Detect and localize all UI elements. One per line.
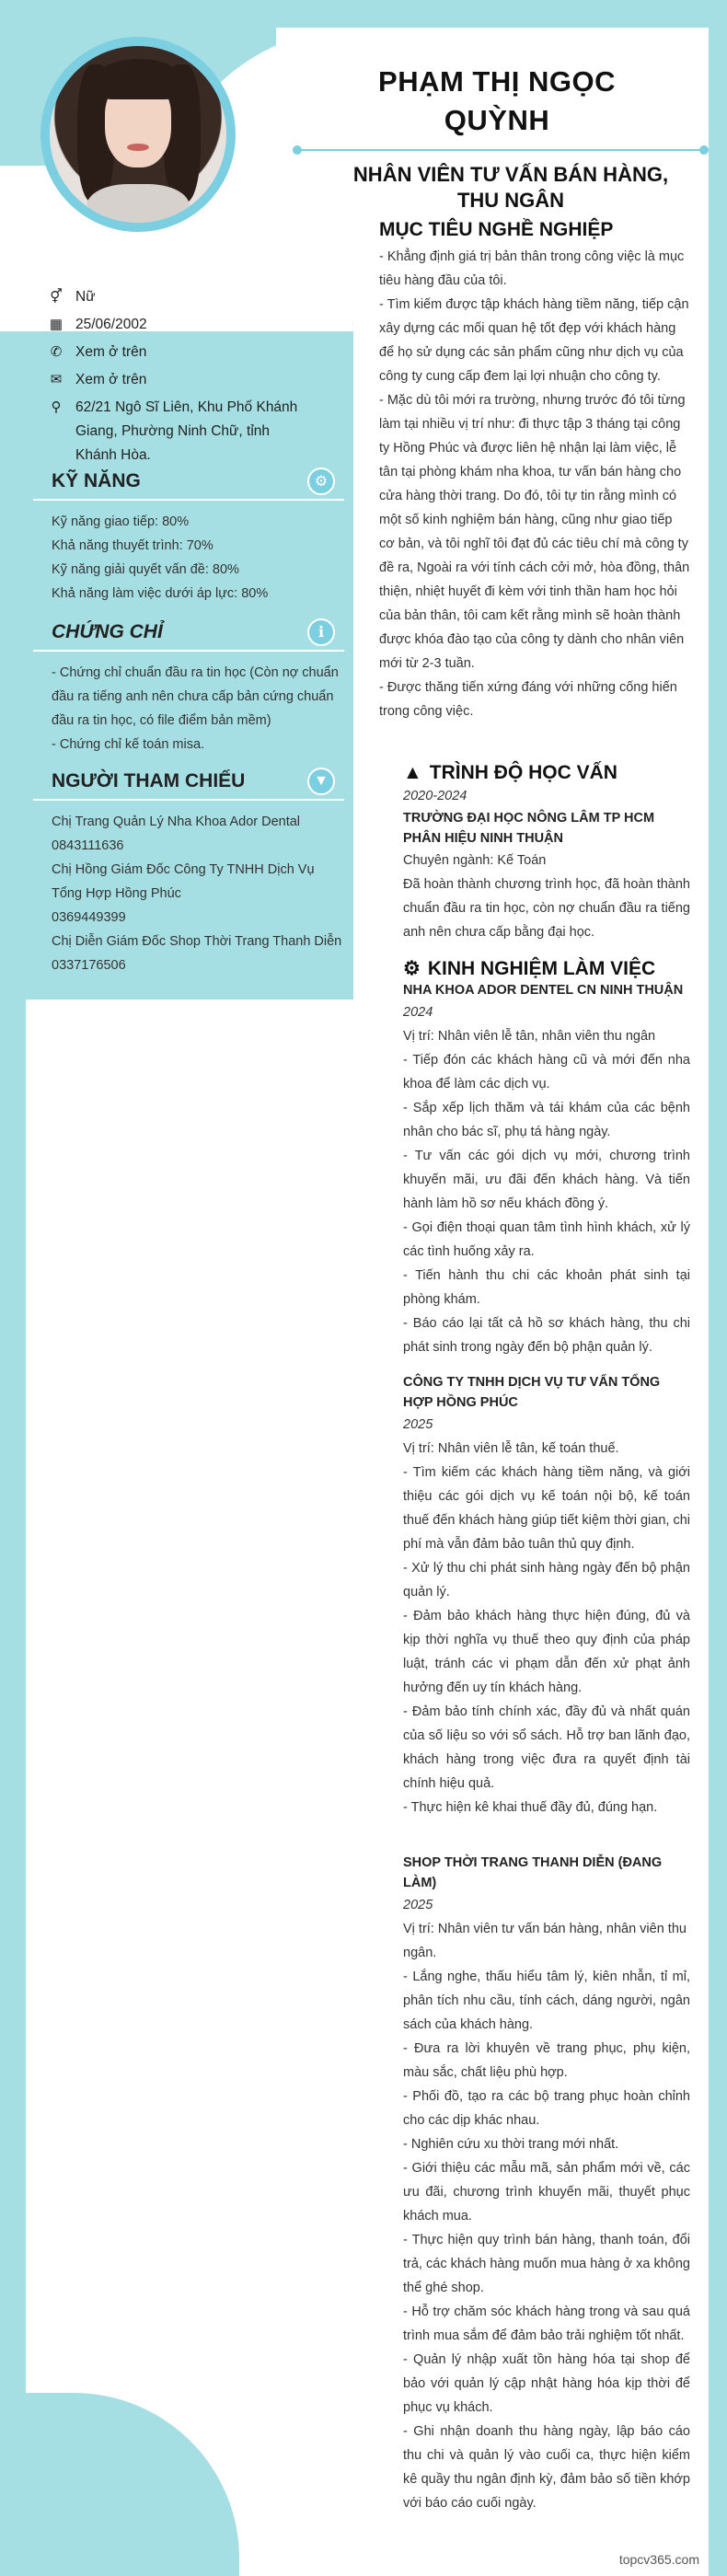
objective-title: MỤC TIÊU NGHỀ NGHIỆP bbox=[379, 219, 614, 240]
job-duty: - Lắng nghe, thấu hiểu tâm lý, kiên nhẫn, tỉ mỉ, phân tích nhu cầu, tính cách, dáng người, ngân sách của khách hàng. bbox=[403, 1970, 690, 2032]
job-entry bbox=[403, 1853, 690, 2515]
right-edge-band bbox=[709, 0, 727, 2576]
contact-info bbox=[48, 285, 344, 471]
filter-icon: ▼ bbox=[307, 768, 335, 795]
email-icon: ✉ bbox=[50, 372, 63, 387]
education-school: TRƯỜNG ĐẠI HỌC NÔNG LÂM TP HCM PHÂN HIỆU NINH THUẬN bbox=[403, 811, 655, 846]
job-duty: - Hỗ trợ chăm sóc khách hàng trong và sau quá trình mua sắm để đảm bảo trải nghiệm tốt nhất. bbox=[403, 2305, 690, 2343]
objective-list bbox=[379, 245, 690, 723]
objective-item: - Mặc dù tôi mới ra trường, nhưng trước đó tôi từng làm tại nhiều vị trí như: đi thực tập 3 tháng tại công ty Hồng Phúc và được liên hệ nhận lại làm việc, lễ tân tại phòng khám nha khoa, tư vấn bán hàng cho cửa hàng thời trang. Do đó, tôi tự tin rằng mình có một số kinh nghiệm bán hàng, cũng như giao tiếp cơ bản, và tôi nghĩ tôi đạt đủ các tiêu chí mà công ty đề ra, Ngoài ra với tính cách cởi mở, hòa đồng, thân thiện, nhiệt huyết đi kèm với tinh thần ham học hỏi của bản thân, tôi cam kết rằng mình sẽ hoàn thành được khóa đào tạo của công ty dành cho nhân viên mới từ 2-3 tuần. bbox=[379, 393, 690, 671]
skills-title: KỸ NĂNG bbox=[52, 470, 141, 491]
briefcase-icon: ⚙ bbox=[403, 958, 421, 979]
job-duty: - Ghi nhận doanh thu hàng ngày, lập báo cáo thu chi và quản lý vào cuối ca, thực hiện kiểm kê quầy thu ngân định kỳ, đảm bảo số tiền khớp với báo cáo cuối ngày. bbox=[403, 2424, 690, 2511]
gender-icon: ⚥ bbox=[50, 289, 63, 305]
left-white-panel bbox=[26, 999, 353, 2576]
contact-address bbox=[48, 396, 344, 468]
job-duty: - Phối đồ, tạo ra các bộ trang phục hoàn chỉnh cho các dịp khác nhau. bbox=[403, 2089, 690, 2128]
education-desc: Đã hoàn thành chương trình học, đã hoàn thành chuẩn đầu ra tin học, còn nợ chuẩn đầu ra tiếng anh nên chưa cấp bằng đại học. bbox=[403, 877, 690, 940]
name-line-1: PHẠM THỊ NGỌC bbox=[378, 65, 616, 98]
education-section bbox=[403, 762, 690, 944]
job-year: 2025 bbox=[403, 1898, 433, 1912]
job-duty: - Tiến hành thu chi các khoản phát sinh tại phòng khám. bbox=[403, 1268, 690, 1307]
footer-watermark: topcv365.com bbox=[618, 2552, 699, 2567]
job-duty: - Tìm kiếm các khách hàng tiềm năng, và giới thiệu các gói dịch vụ kế toán nội bộ, kế toán thuế đến khách hàng giúp tiết kiệm thời gian, chi phí mà vẫn đảm bảo tuân thủ quy định. bbox=[403, 1465, 690, 1552]
job-entry bbox=[403, 980, 690, 1359]
bottom-left-edge bbox=[0, 999, 26, 2576]
experience-title: KINH NGHIỆM LÀM VIỆC bbox=[427, 957, 656, 979]
objective-item: - Khẳng định giá trị bản thân trong công việc là mục tiêu hàng đầu của tôi. bbox=[379, 249, 685, 288]
contact-email bbox=[48, 368, 344, 392]
job-position: Vị trí: Nhân viên lễ tân, nhân viên thu ngân bbox=[403, 1029, 656, 1044]
location-icon: ⚲ bbox=[51, 399, 62, 415]
job-duty: - Xử lý thu chi phát sinh hàng ngày đến bộ phận quản lý. bbox=[403, 1561, 690, 1600]
job-duties bbox=[403, 1965, 690, 2515]
job-year: 2025 bbox=[403, 1417, 433, 1432]
references-title: NGƯỜI THAM CHIẾU bbox=[52, 770, 246, 791]
job-duty: - Gọi điện thoại quan tâm tình hình khách, xử lý các tình huống xảy ra. bbox=[403, 1220, 690, 1259]
job-duty: - Thực hiện quy trình bán hàng, thanh toán, đổi trả, các khách hàng muốn mua hàng ở xa không thể ghé shop. bbox=[403, 2233, 690, 2295]
avatar-ring bbox=[40, 37, 236, 232]
contact-birthday bbox=[48, 313, 344, 337]
job-position: Vị trí: Nhân viên lễ tân, kế toán thuế. bbox=[403, 1441, 619, 1456]
certificate-icon: ℹ bbox=[307, 618, 335, 646]
top-band bbox=[0, 0, 727, 28]
experience-section bbox=[403, 957, 690, 2515]
skill-item: Kỹ năng giải quyết vấn đề: 80% bbox=[52, 562, 239, 577]
contact-text: Nữ bbox=[75, 289, 96, 305]
job-duty: - Tiếp đón các khách hàng cũ và mới đến nha khoa để làm các dịch vụ. bbox=[403, 1053, 690, 1092]
job-duty: - Đảm bảo khách hàng thực hiện đúng, đủ và kịp thời nghĩa vụ thuế theo quy định của pháp luật, tránh các vi phạm dẫn đến xử phạt ảnh hưởng đến uy tín khách hàng. bbox=[403, 1609, 690, 1695]
contact-text: Xem ở trên bbox=[75, 344, 147, 360]
objective-item: - Tìm kiếm được tập khách hàng tiềm năng, tiếp cận xây dựng các mối quan hệ tốt đẹp với khách hàng để họ sử dụng các sản phẩm cũng như dịch vụ của công ty cung cấp đem lại lợi nhuận cho công ty. bbox=[379, 297, 689, 384]
contact-gender bbox=[48, 285, 344, 309]
job-duty: - Báo cáo lại tất cả hồ sơ khách hàng, thu chi phát sinh trong ngày đến bộ phận quản lý. bbox=[403, 1316, 690, 1355]
education-major: Chuyên ngành: Kế Toán bbox=[403, 853, 547, 868]
skills-header bbox=[33, 464, 344, 501]
contact-text: 62/21 Ngô Sĩ Liên, Khu Phố Khánh Giang, Phường Ninh Chữ, tỉnh Khánh Hòa. bbox=[75, 399, 298, 463]
job-duty: - Nghiên cứu xu thời trang mới nhất. bbox=[403, 2137, 619, 2152]
job-entry bbox=[403, 1372, 690, 1819]
job-duty: - Tư vấn các gói dịch vụ mới, chương trình khuyến mãi, ưu đãi đến khách hàng. Và tiến hành làm hồ sơ nếu khách đồng ý. bbox=[403, 1149, 690, 1211]
reference-item: 0843111636 bbox=[52, 838, 124, 853]
job-position: Vị trí: Nhân viên tư vấn bán hàng, nhân viên thu ngân. bbox=[403, 1922, 687, 1960]
job-duty: - Đảm bảo tính chính xác, đầy đủ và nhất quán của số liệu so với sổ sách. Hỗ trợ ban lãnh đạo, khách hàng trong việc đưa ra quyết định tài chính hiệu quả. bbox=[403, 1704, 690, 1791]
contact-text: 25/06/2002 bbox=[75, 317, 147, 332]
job-title-line-2: THU NGÂN bbox=[456, 189, 565, 212]
avatar bbox=[50, 46, 226, 223]
job-duty: - Đưa ra lời khuyên về trang phục, phụ kiện, màu sắc, chất liệu phù hợp. bbox=[403, 2041, 690, 2080]
job-duties bbox=[403, 1048, 690, 1359]
job-title bbox=[313, 162, 709, 214]
reference-item: 0369449399 bbox=[52, 910, 126, 925]
candidate-name bbox=[304, 63, 690, 140]
job-title-line-1: NHÂN VIÊN TƯ VẤN BÁN HÀNG, bbox=[352, 163, 669, 186]
name-line-2: QUỲNH bbox=[444, 104, 550, 136]
job-duty: - Quản lý nhập xuất tồn hàng hóa tại shop để bảo với quản lý cập nhật hàng hóa kịp thời để phục vụ khách. bbox=[403, 2352, 690, 2415]
education-title: TRÌNH ĐỘ HỌC VẤN bbox=[429, 762, 617, 783]
phone-icon: ✆ bbox=[50, 344, 63, 360]
job-duties bbox=[403, 1461, 690, 1819]
job-company: NHA KHOA ADOR DENTEL CN NINH THUẬN bbox=[403, 983, 684, 998]
reference-item: Chị Diễn Giám Đốc Shop Thời Trang Thanh Diễn bbox=[52, 934, 342, 949]
certificate-item: - Chứng chỉ chuẩn đầu ra tin học (Còn nợ chuẩn đầu ra tiếng anh nên chưa cấp bản cứng chuẩn đầu ra tin học, có file điểm bản mềm) bbox=[52, 665, 339, 728]
title-divider bbox=[293, 149, 709, 151]
skill-item: Khả năng thuyết trình: 70% bbox=[52, 538, 213, 553]
contact-phone bbox=[48, 341, 344, 364]
job-company: CÔNG TY TNHH DỊCH VỤ TƯ VẤN TỔNG HỢP HỒNG PHÚC bbox=[403, 1375, 661, 1410]
education-header bbox=[403, 762, 690, 784]
education-period: 2020-2024 bbox=[403, 789, 467, 803]
certificates-header bbox=[33, 615, 344, 652]
job-company: SHOP THỜI TRANG THANH DIỄN (ĐANG LÀM) bbox=[403, 1855, 663, 1890]
objective-section bbox=[379, 219, 690, 723]
reference-item: Chị Trang Quản Lý Nha Khoa Ador Dental bbox=[52, 814, 301, 829]
calendar-icon: ▦ bbox=[49, 317, 63, 332]
certificate-item: - Chứng chỉ kế toán misa. bbox=[52, 737, 205, 752]
references-header bbox=[33, 764, 344, 801]
gear-icon: ⚙ bbox=[307, 468, 335, 495]
contact-text: Xem ở trên bbox=[75, 372, 147, 387]
references-list bbox=[52, 810, 344, 977]
skill-item: Khả năng làm việc dưới áp lực: 80% bbox=[52, 586, 269, 601]
certificates-list bbox=[52, 661, 344, 757]
job-year: 2024 bbox=[403, 1005, 433, 1020]
job-duty: - Sắp xếp lịch thăm và tái khám của các bệnh nhân cho bác sĩ, phụ tá hàng ngày. bbox=[403, 1101, 690, 1139]
graduation-cap-icon: ▲ bbox=[403, 762, 422, 783]
job-duty: - Giới thiệu các mẫu mã, sản phẩm mới về, các ưu đãi, chương trình khuyến mãi, thuyết phục khách mua. bbox=[403, 2161, 690, 2224]
job-duty: - Thực hiện kê khai thuế đầy đủ, đúng hạn. bbox=[403, 1800, 658, 1815]
skill-item: Kỹ năng giao tiếp: 80% bbox=[52, 514, 190, 529]
skills-list bbox=[52, 510, 344, 606]
certificates-title: CHỨNG CHỈ bbox=[52, 621, 163, 642]
reference-item: 0337176506 bbox=[52, 958, 126, 973]
experience-header bbox=[403, 957, 690, 980]
objective-item: - Được thăng tiến xứng đáng với những cống hiến trong công việc. bbox=[379, 680, 677, 719]
reference-item: Chị Hồng Giám Đốc Công Ty TNHH Dịch Vụ Tổng Hợp Hồng Phúc bbox=[52, 862, 315, 901]
